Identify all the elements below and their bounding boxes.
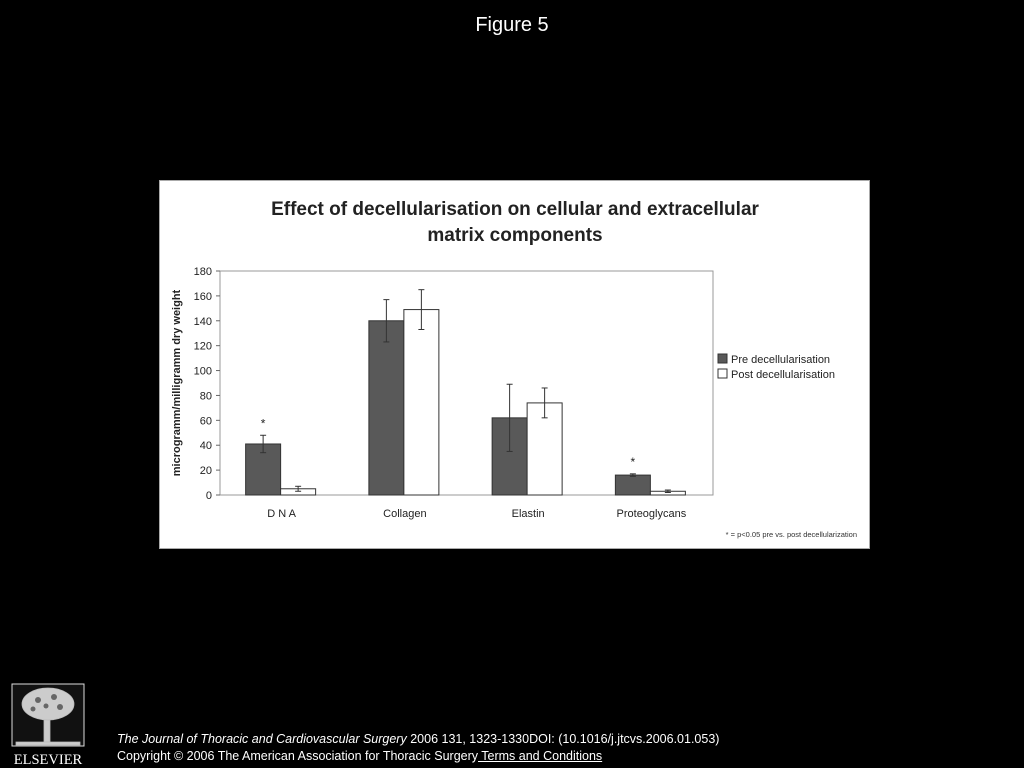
bar-post xyxy=(404,310,439,495)
legend-swatch xyxy=(718,354,727,363)
y-tick-label: 180 xyxy=(193,266,212,278)
chart-footnote: * = p<0.05 pre vs. post decellularization xyxy=(725,530,857,539)
copyright-text: Copyright © 2006 The American Association for Thoracic Surgery xyxy=(117,749,479,763)
figure-title: Figure 5 xyxy=(475,14,549,36)
citation-details: 2006 131, 1323-1330DOI: (10.1016/j.jtcvs.2006.01.053) xyxy=(406,732,720,746)
legend-label: Post decellularisation xyxy=(731,369,835,381)
x-category-label: Elastin xyxy=(511,508,545,520)
bar-pre xyxy=(615,475,650,495)
legend-swatch xyxy=(718,369,727,378)
x-category-label: Collagen xyxy=(383,508,427,520)
elsevier-logo xyxy=(8,682,88,768)
x-category-label: Proteoglycans xyxy=(616,508,687,520)
y-tick-label: 0 xyxy=(205,490,212,502)
journal-name: The Journal of Thoracic and Cardiovascular Surgery xyxy=(117,732,407,746)
chart-panel xyxy=(159,180,870,549)
y-tick-label: 100 xyxy=(193,365,212,378)
legend-label: Pre decellularisation xyxy=(731,354,831,366)
terms-and-conditions-link[interactable]: Terms and Conditions xyxy=(478,749,603,763)
significance-marker: * xyxy=(260,416,266,431)
y-tick-label: 120 xyxy=(193,340,212,353)
bar-pre xyxy=(369,321,404,495)
chart-title-line: matrix components xyxy=(427,225,603,246)
citation-line xyxy=(117,731,719,748)
significance-marker: * xyxy=(630,454,636,469)
y-tick-label: 140 xyxy=(193,315,212,328)
citation-block xyxy=(117,731,719,765)
copyright-line xyxy=(117,748,719,765)
y-axis-label: microgramm/milligramm dry weight xyxy=(171,289,183,477)
y-tick-label: 40 xyxy=(199,440,212,453)
y-tick-label: 20 xyxy=(199,465,212,478)
chart-title-line: Effect of decellularisation on cellular and extracellular xyxy=(271,199,759,220)
y-tick-label: 60 xyxy=(199,415,212,428)
x-category-label: D N A xyxy=(267,508,296,520)
bar-chart xyxy=(160,181,871,550)
y-tick-label: 160 xyxy=(193,290,212,303)
elsevier-logo-text: ELSEVIER xyxy=(13,752,83,768)
plot-area xyxy=(220,271,713,495)
y-tick-label: 80 xyxy=(199,390,212,403)
